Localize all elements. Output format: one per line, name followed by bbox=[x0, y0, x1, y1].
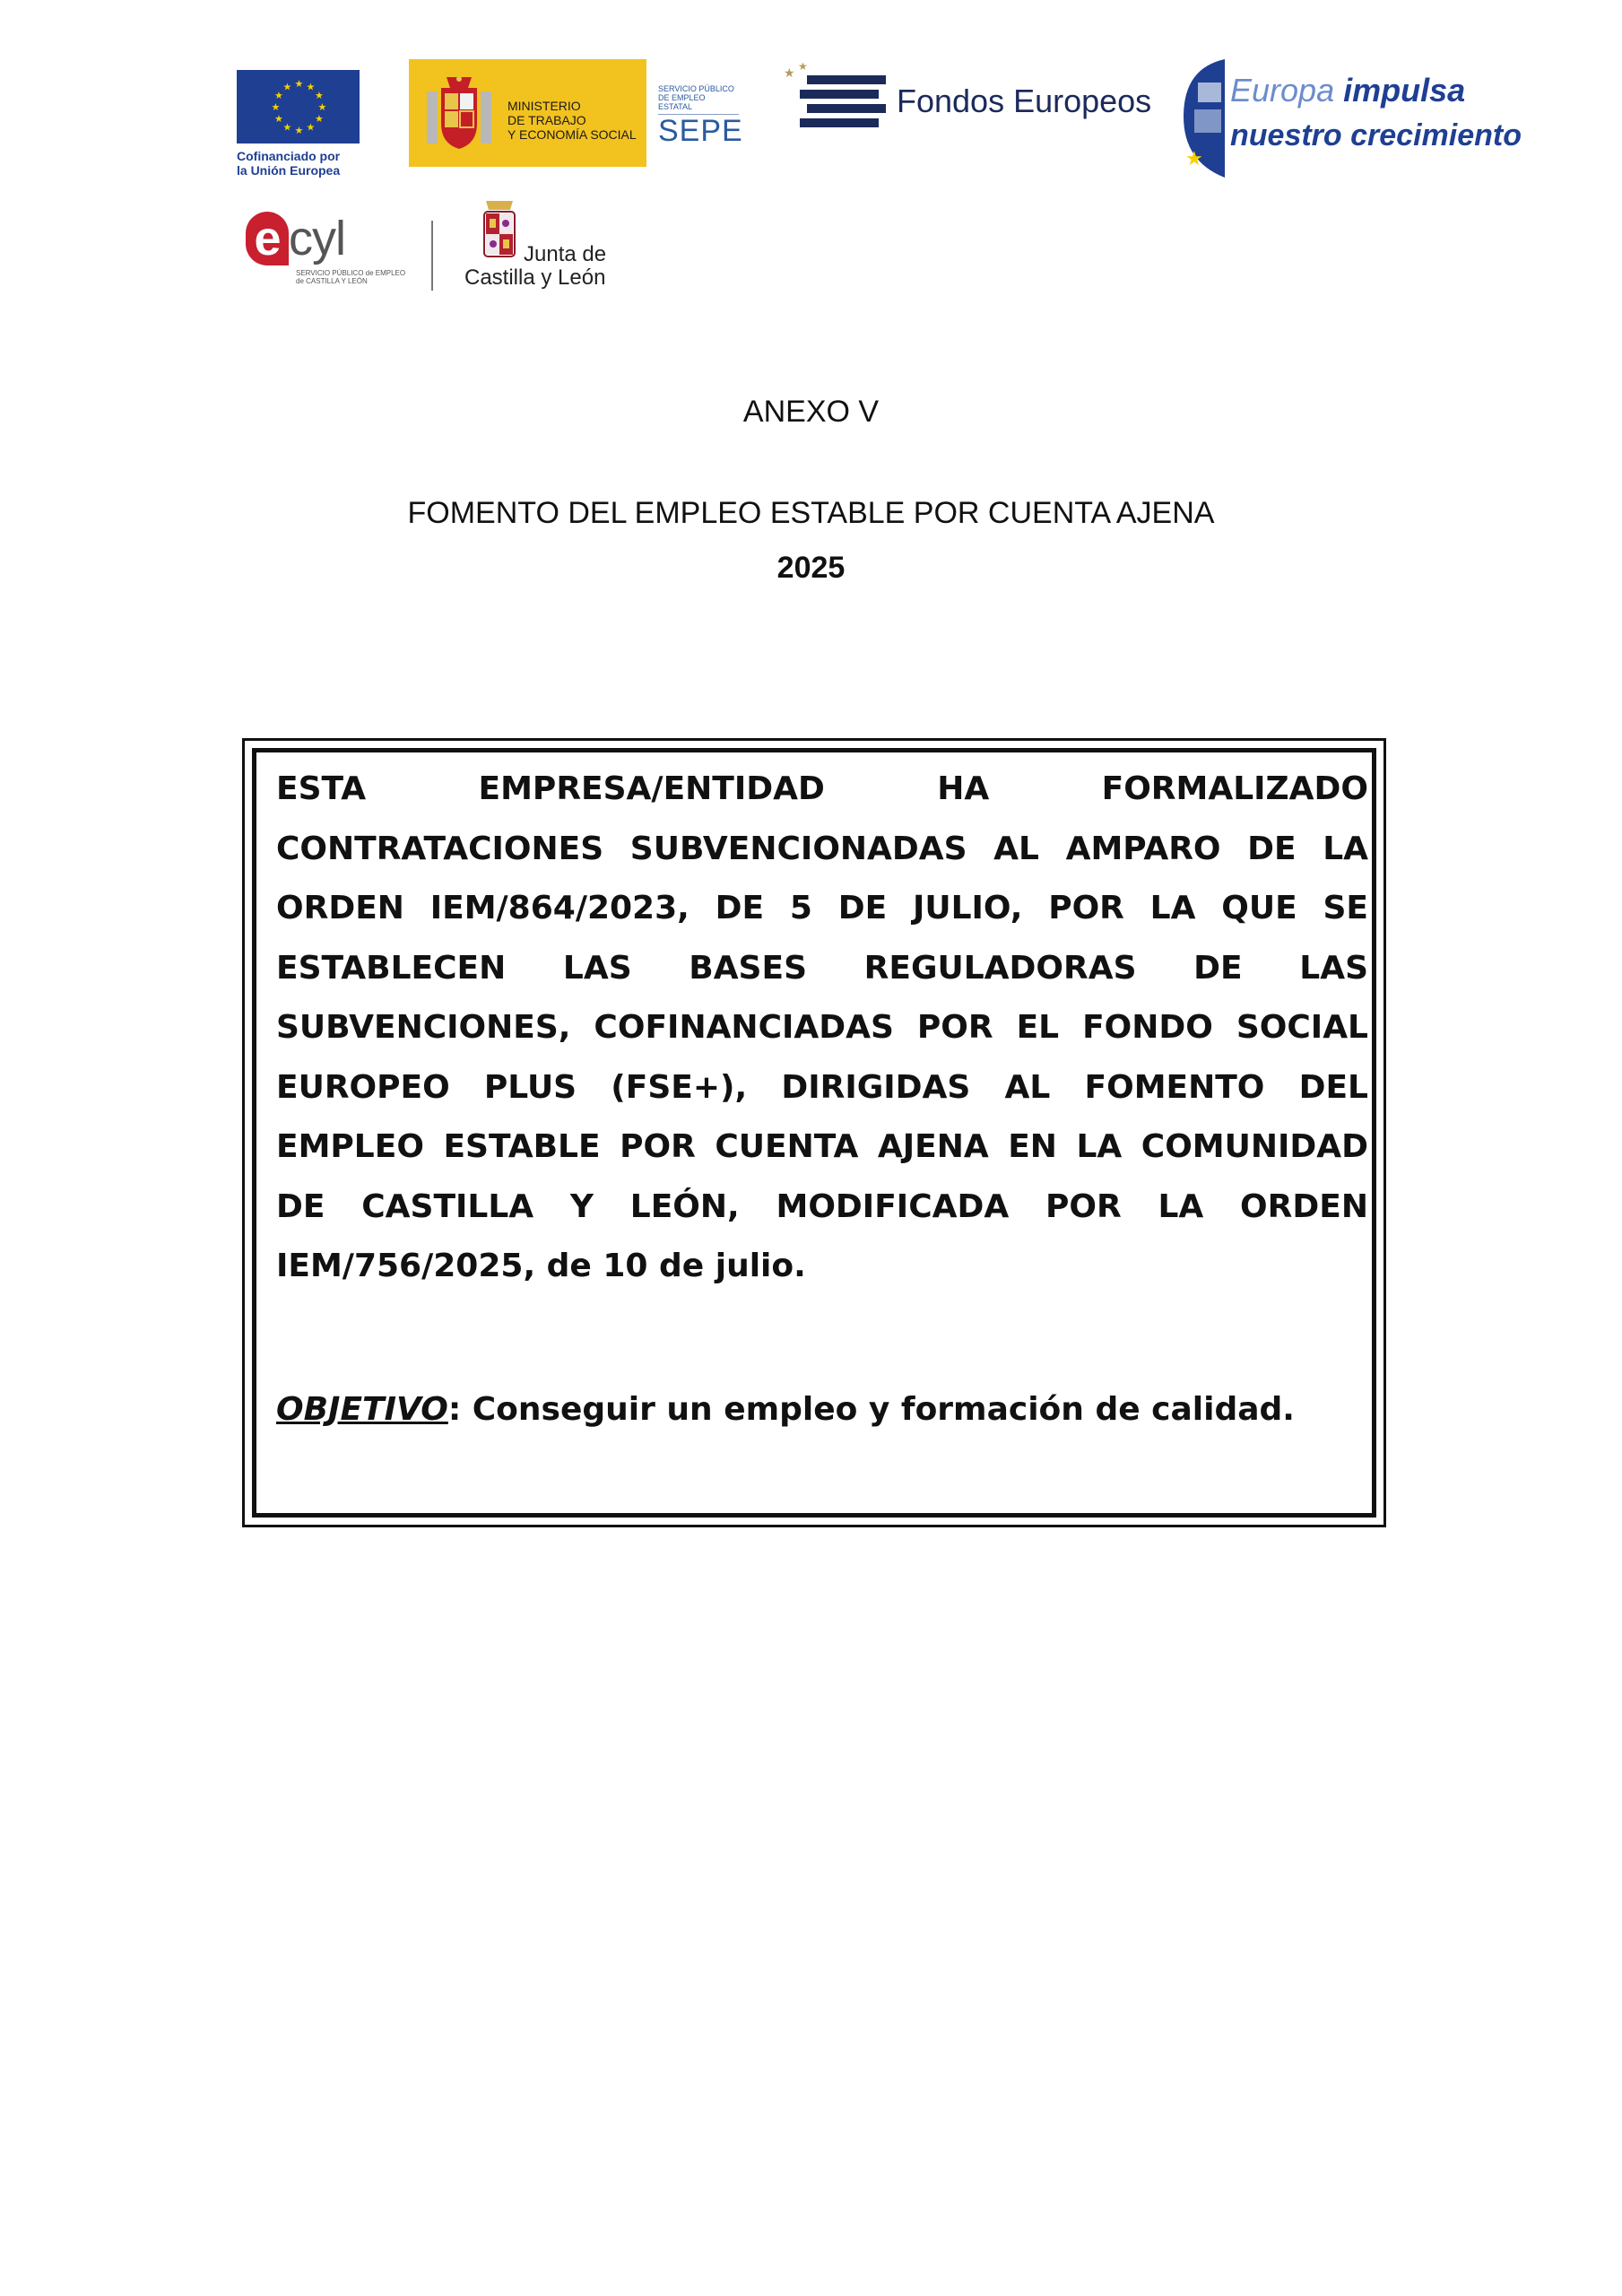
impulsa-word: impulsa bbox=[1334, 72, 1466, 109]
europa-impulsa-word: Europa bbox=[1230, 72, 1335, 109]
junta-logo-line1: Junta de bbox=[524, 242, 607, 266]
eu-star-icon: ★ bbox=[274, 91, 283, 101]
fondos-europeos-logo bbox=[784, 63, 1160, 144]
eu-star-icon: ★ bbox=[306, 82, 316, 93]
objective-label: OBJETIVO bbox=[276, 1391, 448, 1428]
logo-divider bbox=[431, 221, 433, 291]
junta-logo-line2: Castilla y León bbox=[464, 265, 606, 290]
fondos-europeos-flag-icon bbox=[784, 63, 891, 144]
fondos-europeos-text: Fondos Europeos bbox=[897, 83, 1152, 119]
svg-text:★: ★ bbox=[784, 65, 795, 80]
ecyl-wordmark bbox=[246, 212, 345, 265]
notice-body-text: ESTA EMPRESA/ENTIDAD HA FORMALIZADO CONTRATACIONES SUBVENCIONADAS AL AMPARO DE LA ORDEN IEM/864/2023, DE 5 DE JULIO, POR LA QUE SE ESTABLECEN LAS BASES REGULADORAS DE LAS SUBVENCIONES, COFINANCIADAS POR EL FONDO SOCIAL EUROPEO PLUS (FSE+), DIRIGIDAS AL FOMENTO DEL EMPLEO ESTABLE POR CUENTA AJENA EN LA COMUNIDAD DE CASTILLA Y LEÓN, MODIFICADA POR LA ORDEN IEM/756/2025, de 10 de julio. bbox=[276, 770, 1368, 1284]
ecyl-e-icon: e bbox=[246, 212, 289, 265]
year-title: 2025 bbox=[776, 551, 846, 585]
objective-line bbox=[276, 1387, 1368, 1432]
eu-star-icon: ★ bbox=[306, 122, 316, 134]
eu-star-icon: ★ bbox=[282, 82, 292, 93]
europa-impulsa-logo bbox=[1180, 56, 1522, 181]
ecyl-logo-subtitle: SERVICIO PÚBLICO de EMPLEO de CASTILLA Y LEÓN bbox=[296, 269, 406, 285]
sepe-logo bbox=[658, 84, 743, 148]
sepe-logo-subtitle: SERVICIO PÚBLICO DE EMPLEO ESTATAL bbox=[658, 84, 739, 115]
eu-logo-caption: Cofinanciado por la Unión Europea bbox=[237, 149, 341, 178]
europa-impulsa-line2: nuestro crecimiento bbox=[1230, 118, 1522, 152]
notice-inner-frame bbox=[252, 748, 1376, 1518]
europa-impulsa-emblem-icon bbox=[1180, 56, 1234, 181]
ministerio-logo-text: MINISTERIO DE TRABAJO Y ECONOMÍA SOCIAL bbox=[507, 99, 637, 142]
ministerio-trabajo-logo bbox=[409, 59, 646, 167]
notice-box bbox=[242, 738, 1386, 1527]
eu-cofinancing-logo bbox=[237, 70, 362, 178]
eu-star-icon: ★ bbox=[294, 79, 304, 90]
eu-star-icon: ★ bbox=[274, 114, 283, 125]
objective-separator: : bbox=[447, 1391, 462, 1428]
sepe-logo-title: SEPE bbox=[658, 114, 743, 148]
eu-star-icon: ★ bbox=[315, 114, 324, 125]
eu-flag-icon bbox=[237, 70, 360, 144]
svg-text:★: ★ bbox=[1185, 147, 1203, 170]
annex-title: ANEXO V bbox=[742, 395, 880, 429]
spain-coat-of-arms-icon bbox=[425, 75, 493, 152]
europa-impulsa-line1 bbox=[1230, 72, 1465, 109]
eu-star-icon: ★ bbox=[294, 126, 304, 136]
ecyl-word-rest: cyl bbox=[289, 212, 345, 265]
eu-star-icon: ★ bbox=[271, 102, 281, 113]
program-title: FOMENTO DEL EMPLEO ESTABLE POR CUENTA AJENA bbox=[407, 496, 1215, 530]
junta-castilla-leon-logo bbox=[463, 199, 642, 298]
ecyl-logo bbox=[246, 212, 407, 292]
eu-star-icon: ★ bbox=[282, 122, 292, 134]
eu-star-icon: ★ bbox=[315, 91, 324, 101]
objective-text: Conseguir un empleo y formación de calidad. bbox=[461, 1391, 1295, 1428]
castilla-leon-crest-icon bbox=[479, 199, 520, 264]
svg-text:★: ★ bbox=[798, 63, 808, 73]
eu-star-icon: ★ bbox=[317, 102, 327, 113]
